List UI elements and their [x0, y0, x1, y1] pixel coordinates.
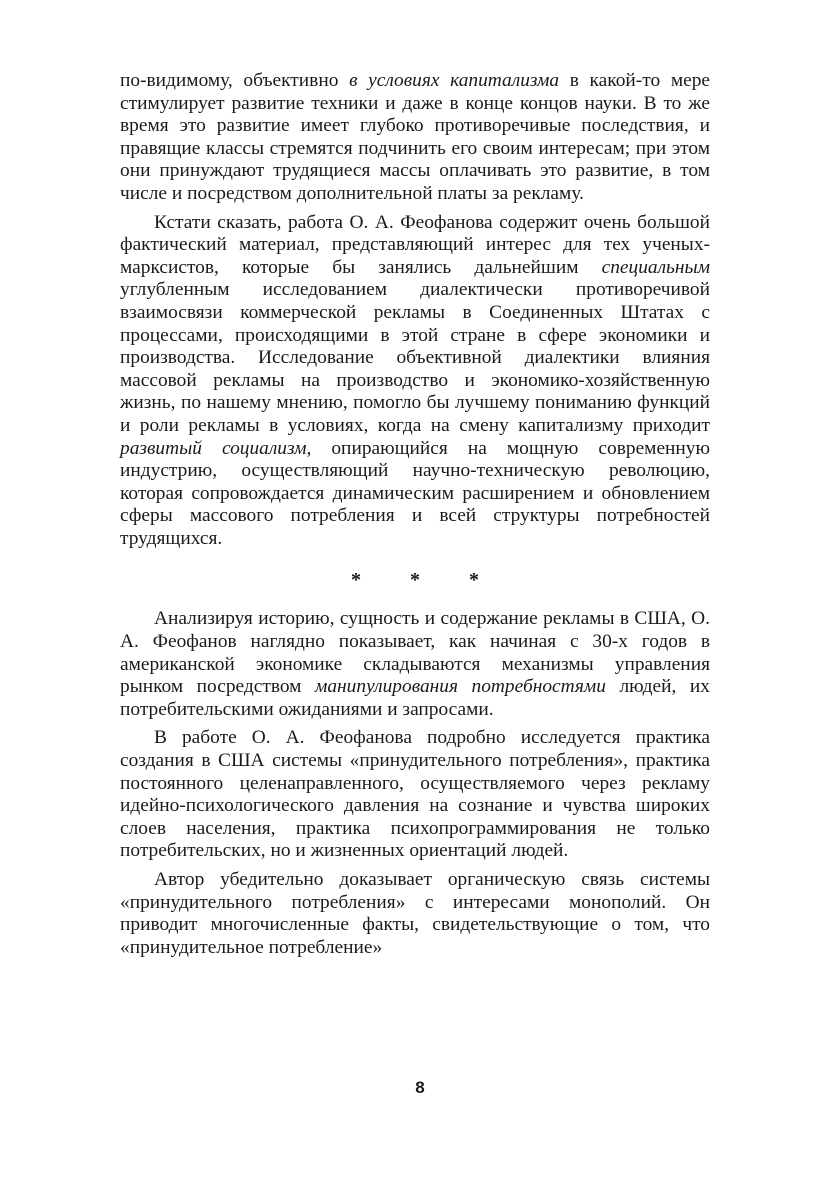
paragraph-2-text-b: углубленным исследованием диалектически противоречивой взаимосвязи коммерческой рекламы в Соединенных Штатах с процессами, происходящими в этой стране в сфере экономики и производства. Исследование объективной диалектики влияния массовой рекламы на производство и экономико-хозяйственную жизнь, по нашему мнению, помогло бы лучшему пониманию функций и роли рекламы в условиях, когда на смену капитализму приходит: [120, 279, 710, 436]
paragraph-3-text-b: людей, их потребительскими ожиданиями и запросами.: [120, 676, 710, 720]
paragraph-3: [120, 608, 710, 721]
paragraph-2-text-a: Кстати сказать, работа О. А. Феофанова содержит очень большой фактический материал, представляющий интерес для тех ученых-марксистов, которые бы занялись дальнейшим: [120, 211, 710, 278]
page-number: 8: [415, 1078, 425, 1097]
paragraph-1-text-a: по-видимому, объективно: [120, 70, 350, 91]
paragraph-2-text-c: опирающийся на мощную современную индустрию, осуществляющий научно-техническую революцию, которая сопровождается динамическим расширением и обновлением сферы массового потребления и всей структуры потребностей трудящихся.: [120, 437, 710, 549]
paragraph-3-text-a: Анализируя историю, сущность и содержание рекламы в США, О. А. Феофанов наглядно показывает, как начиная с 30-х годов в американской экономике складываются механизмы управления рынком посредством: [120, 608, 710, 698]
paragraph-1-italic-capitalism: в условиях капитализма: [349, 70, 560, 91]
paragraph-4: [120, 727, 710, 863]
paragraph-1: [120, 70, 710, 206]
paragraph-5-text: Автор убедительно доказывает органическую связь системы «принудительного потребления» с интересами монополий. Он приводит многочисленные факты, свидетельствующие о том, что «принудительное потребление»: [120, 869, 710, 958]
paragraph-2-italic-socialism: развитый социализм,: [120, 437, 312, 459]
paragraph-4-text: В работе О. А. Феофанова подробно исследуется практика создания в США системы «принудительного потребления», практика постоянного целенаправленного, осуществляемого через рекламу идейно-психологического давления на сознание и чувства широких слоев населения, практика психопрограммирования не только потребительских, но и жизненных ориентаций людей.: [120, 727, 710, 862]
paragraph-2: [120, 212, 710, 551]
section-asterism: * * *: [351, 569, 501, 592]
paragraph-5: [120, 869, 710, 959]
page-body: [120, 70, 710, 959]
paragraph-1-text-b: в какой-то мере стимулирует развитие техники и даже в конце концов науки. В то же время это развитие имеет глубоко противоречивые последствия, и правящие классы стремятся подчинить его своим интересам; при этом они принуждают трудящиеся массы оплачивать это развитие, в том числе и посредством дополнительной платы за рекламу.: [120, 70, 710, 204]
paragraph-2-italic-special: специальным: [601, 256, 710, 278]
paragraph-3-italic-manipulation: манипулирования потребностями: [314, 676, 606, 698]
